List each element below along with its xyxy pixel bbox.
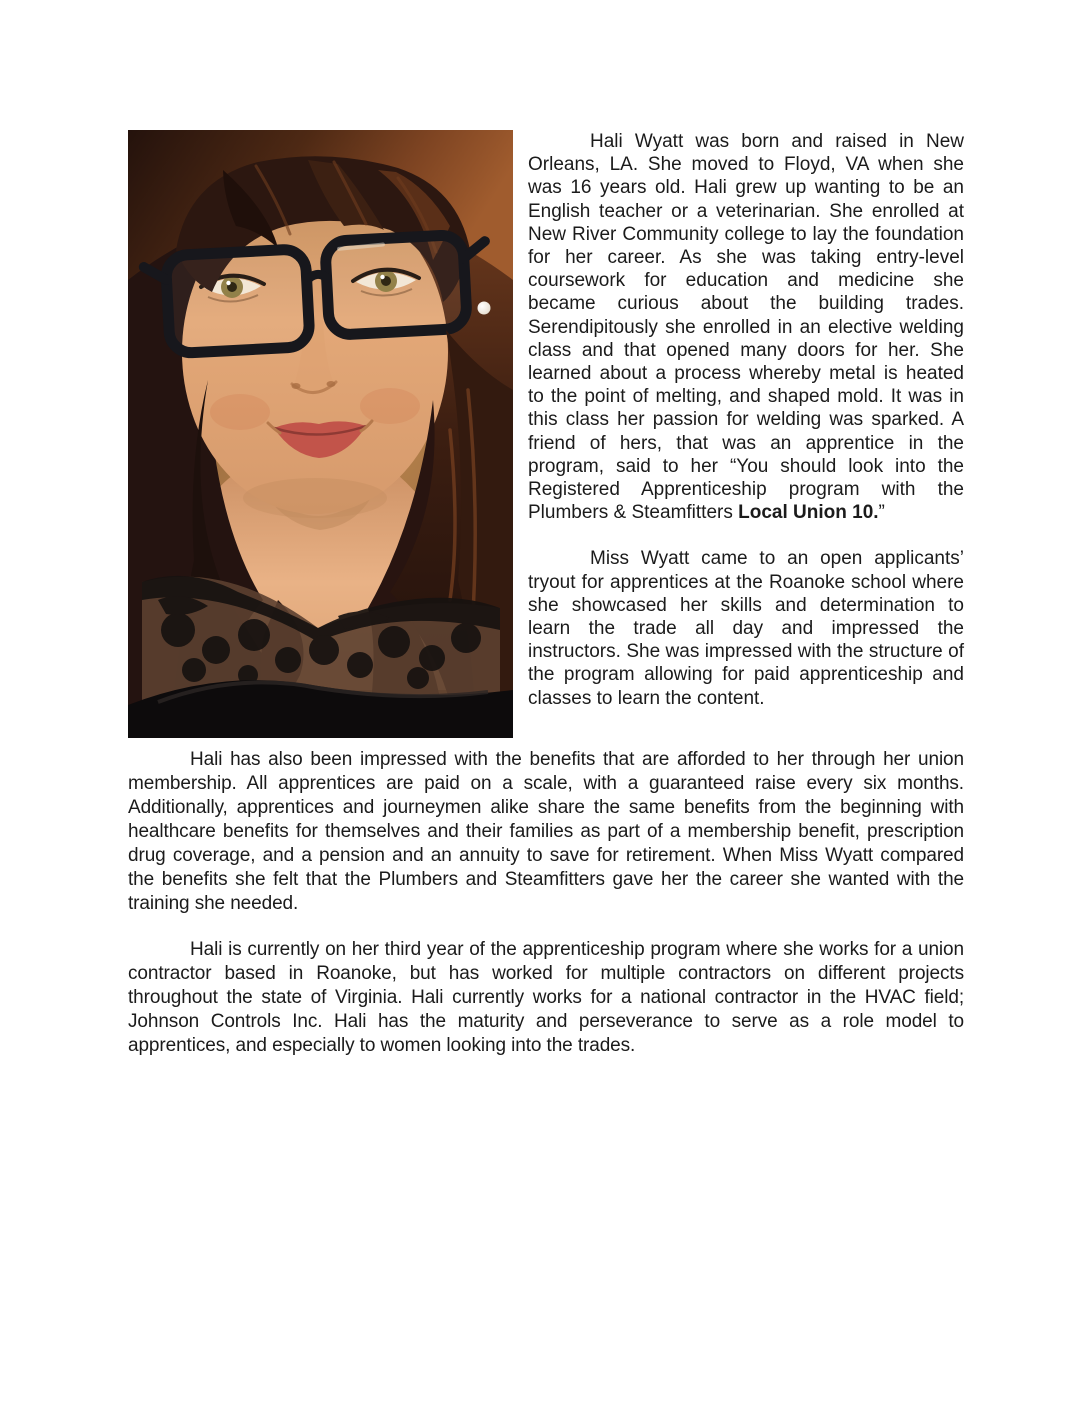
portrait-illustration — [128, 130, 513, 738]
paragraph-career: Hali is currently on her third year of the apprenticeship program where she works for a union contractor based in Roanoke, but has worked for multiple contractors on different projects throughout the state of Virginia. Hali currently works for a national contractor in the HVAC field; Johnson Controls Inc. Hali has the maturity and perseverance to serve as a role model to apprentices, and especially to women looking into the trades. — [128, 939, 964, 1056]
closing-quote: ” — [878, 502, 885, 524]
hali-wyatt-photo — [128, 130, 513, 738]
paragraph-intro-text: Hali Wyatt was born and raised in New Orleans, LA. She moved to Floyd, VA when she was 16 years old. Hali grew up wanting to be an English teacher or a veterinarian. She enrolled at New River Community college to lay the foundation for her career. As she was taking entry-level coursework for education and medicine she became curious about the building trades. Serendipitously she enrolled in an elective welding class and that opened many doors for her. She learned about a process whereby metal is heated to the point of melting, and shaped mold. It was in this class her passion for welding was sparked. A friend of hers, that was an apprentice in the program, said to her “You should look into the Registered Apprenticeship program with the Plumbers & Steamfitters — [528, 131, 964, 524]
page-content — [128, 130, 964, 1058]
top-section — [128, 130, 964, 738]
paragraph-tryout: Miss Wyatt came to an open applicants’ tryout for apprentices at the Roanoke school where she showcased her skills and determination to learn the trade all day and impressed the instructors. She was impressed with the structure of the program allowing for paid apprenticeship and classes to learn the content. — [528, 548, 964, 709]
local-union-emphasis: Local Union 10. — [738, 502, 879, 524]
paragraph-benefits: Hali has also been impressed with the benefits that are afforded to her through her union membership. All apprentices are paid on a scale, with a guaranteed raise every six months. Additionally, apprentices and journeymen alike share the same benefits from the beginning with healthcare benefits for themselves and their families as part of a membership benefit, prescription drug coverage, and a pension and an annuity to save for retirement. When Miss Wyatt compared the benefits she felt that the Plumbers and Steamfitters gave her the career she wanted with the training she needed. — [128, 749, 964, 914]
bio-side-text — [528, 130, 964, 710]
bio-bottom-text — [128, 748, 964, 1058]
paragraph-intro — [528, 130, 964, 524]
